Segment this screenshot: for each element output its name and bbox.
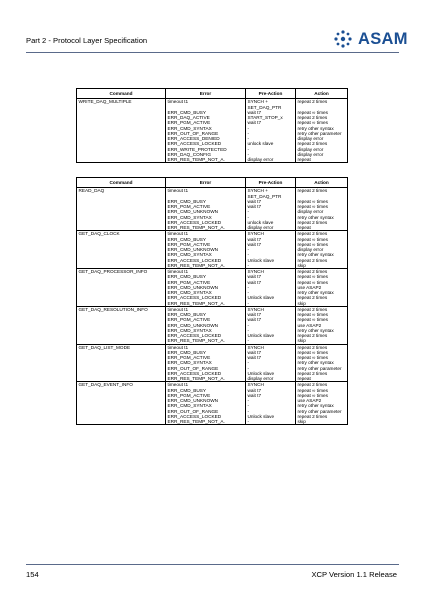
action-line: display error <box>297 209 324 215</box>
pre-action-cell <box>246 269 296 307</box>
error-line: ERR_ACCESS_LOCKED <box>167 370 222 376</box>
pre-action-line: - <box>247 327 250 333</box>
error-line: ERR_CMD_BUSY <box>167 109 207 115</box>
action-line: retry other syntax <box>297 290 334 295</box>
pre-action-line: - <box>247 214 250 220</box>
action-line: retry other syntax <box>297 125 334 131</box>
pre-action-line: SYNCH + <box>247 99 268 105</box>
error-line: ERR_CMD_SYNTAX <box>167 290 212 295</box>
error-line: ERR_CMD_SYNTAX <box>167 214 212 220</box>
error-cell <box>166 231 246 269</box>
error-cell <box>166 99 246 163</box>
pre-action-line: wait t7 <box>247 109 262 115</box>
action-line: display error <box>297 146 324 152</box>
header-divider <box>26 52 399 53</box>
error-line: ERR_ACCESS_LOCKED <box>167 141 222 147</box>
error-line: ERR_CMD_SYNTAX <box>167 125 212 131</box>
pre-action-cell <box>246 344 296 382</box>
action-line: skip <box>297 262 306 268</box>
error-line: ERR_CMD_UNKNOWN <box>167 284 219 290</box>
error-line: ERR_CMD_SYNTAX <box>167 360 212 366</box>
error-line: ERR_RES_TEMP_NOT_A. <box>167 338 225 344</box>
pre-action-line: wait t7 <box>247 355 262 360</box>
pre-action-line: display error <box>247 157 274 162</box>
action-cell <box>296 188 348 231</box>
error-line: ERR_CMD_BUSY <box>167 387 207 393</box>
error-line: ERR_RES_TEMP_NOT_A. <box>167 157 225 162</box>
column-header-action: Action <box>296 178 348 188</box>
pre-action-line: - <box>247 419 250 424</box>
action-line: repeat ∞ times <box>297 274 328 280</box>
error-line: timeout t1 <box>167 188 189 194</box>
pre-action-line: wait t7 <box>247 392 262 398</box>
pre-action-line: SET_DAQ_PTR <box>247 193 282 199</box>
table-row <box>77 382 348 425</box>
command-cell: WRITE_DAQ_MULTIPLE <box>77 99 166 163</box>
error-line: ERR_CMD_UNKNOWN <box>167 209 219 215</box>
error-line: ERR_CMD_UNKNOWN <box>167 247 219 252</box>
action-line: repeat ∞ times <box>297 109 328 115</box>
action-line: repeat 2 times <box>297 257 328 263</box>
action-cell <box>296 382 348 425</box>
pre-action-cell <box>246 188 296 231</box>
pre-action-line: SYNCH <box>247 269 264 274</box>
pre-action-cell <box>246 382 296 425</box>
action-line: use ASAP2 <box>297 284 322 290</box>
action-line: retry other syntax <box>297 252 334 258</box>
action-line: repeat 2 times <box>297 333 328 338</box>
error-line: ERR_WRITE_PROTECTED <box>167 146 227 152</box>
pre-action-line: wait t7 <box>247 312 262 317</box>
column-header-action: Action <box>296 89 348 99</box>
action-line: repeat 2 times <box>297 141 328 147</box>
pre-action-line: - <box>247 130 250 136</box>
pre-action-line: SYNCH <box>247 306 264 312</box>
column-header-error: Error <box>166 178 246 188</box>
error-cell <box>166 306 246 344</box>
pre-action-line: wait t7 <box>247 274 262 280</box>
error-line: ERR_CMD_BUSY <box>167 198 207 204</box>
pre-action-line: wait t7 <box>247 198 262 204</box>
action-line: display error <box>297 151 324 157</box>
table-row <box>77 99 348 163</box>
pre-action-line: - <box>247 252 250 258</box>
error-line: timeout t1 <box>167 231 189 237</box>
action-line: repeat ∞ times <box>297 279 328 285</box>
table-row <box>77 344 348 382</box>
pre-action-line: START_STOP_x <box>247 115 283 120</box>
pre-action-line: wait t7 <box>247 279 262 285</box>
action-line: repeat 2 times <box>297 382 328 388</box>
pre-action-line: - <box>247 398 250 403</box>
action-line: repeat ∞ times <box>297 317 328 323</box>
action-line: repeat 2 times <box>297 219 328 225</box>
command-cell: GET_DAQ_EVENT_INFO <box>77 382 166 425</box>
action-line: repeat ∞ times <box>297 392 328 398</box>
page-header-title: Part 2 - Protocol Layer Specification <box>26 36 148 45</box>
error-line: timeout t1 <box>167 306 189 312</box>
table-row <box>77 231 348 269</box>
action-line: repeat ∞ times <box>297 312 328 317</box>
pre-action-line: - <box>247 408 250 414</box>
error-handling-table-1 <box>76 88 348 163</box>
pre-action-line: - <box>247 365 250 371</box>
pre-action-line: unlock slave <box>247 219 274 225</box>
action-line: display error <box>297 247 324 252</box>
error-handling-table-2 <box>76 177 348 425</box>
error-line: ERR_CMD_UNKNOWN <box>167 398 219 403</box>
action-line: use ASAP2 <box>297 398 322 403</box>
error-cell <box>166 382 246 425</box>
action-line: repeat 2 times <box>297 413 328 419</box>
pre-action-line: - <box>247 146 250 152</box>
pre-action-line: - <box>247 403 250 409</box>
pre-action-line: SYNCH <box>247 382 264 388</box>
pre-action-line: - <box>247 247 250 252</box>
document-version: XCP Version 1.1 Release <box>311 570 397 579</box>
action-line: repeat ∞ times <box>297 198 328 204</box>
pre-action-line: - <box>247 151 250 157</box>
action-cell <box>296 99 348 163</box>
action-cell <box>296 231 348 269</box>
error-line: ERR_ACCESS_LOCKED <box>167 413 222 419</box>
pre-action-line: wait t7 <box>247 236 262 242</box>
error-line: ERR_RES_TEMP_NOT_A. <box>167 376 225 381</box>
column-header-error: Error <box>166 89 246 99</box>
error-cell <box>166 188 246 231</box>
action-line: skip <box>297 300 306 306</box>
error-line: ERR_CMD_SYNTAX <box>167 252 212 258</box>
pre-action-line: wait t7 <box>247 317 262 323</box>
action-line: repeat 2 times <box>297 344 328 350</box>
action-line: use ASAP2 <box>297 322 322 328</box>
action-line: repeat ∞ times <box>297 387 328 393</box>
action-line: retry other parameter <box>297 408 342 414</box>
error-line: ERR_RES_TEMP_NOT_A. <box>167 225 225 230</box>
table-row <box>77 188 348 231</box>
error-cell <box>166 269 246 307</box>
footer-divider <box>26 564 399 565</box>
pre-action-line: SYNCH <box>247 231 264 237</box>
error-line: ERR_OUT_OF_RANGE <box>167 130 219 136</box>
action-line: repeat <box>297 376 311 381</box>
error-line: ERR_OUT_OF_RANGE <box>167 408 219 414</box>
action-line: retry other syntax <box>297 360 334 366</box>
error-line: ERR_RES_TEMP_NOT_A. <box>167 300 225 306</box>
error-line: ERR_PGM_ACTIVE <box>167 241 211 247</box>
action-cell <box>296 306 348 344</box>
pre-action-line: - <box>247 290 250 295</box>
error-line: ERR_ACCESS_LOCKED <box>167 295 222 301</box>
table-row <box>77 269 348 307</box>
error-line: ERR_CMD_BUSY <box>167 274 207 280</box>
action-line: repeat ∞ times <box>297 241 328 247</box>
column-header-command: Command <box>77 178 166 188</box>
pre-action-line: display error <box>247 376 274 381</box>
pre-action-cell <box>246 306 296 344</box>
column-header-command: Command <box>77 89 166 99</box>
error-line: timeout t1 <box>167 382 189 388</box>
action-line: repeat ∞ times <box>297 204 328 209</box>
action-line: retry other parameter <box>297 365 342 371</box>
pre-action-line: - <box>247 209 250 215</box>
action-line: repeat ∞ times <box>297 120 328 126</box>
error-line: ERR_DAQ_CONFIG <box>167 151 211 157</box>
error-line: ERR_PGM_ACTIVE <box>167 279 211 285</box>
pre-action-line: SYNCH + <box>247 188 268 194</box>
pre-action-line: - <box>247 284 250 290</box>
command-cell: READ_DAQ <box>77 188 166 231</box>
error-line: ERR_CMD_SYNTAX <box>167 327 212 333</box>
error-line: timeout t1 <box>167 269 189 274</box>
pre-action-line: - <box>247 360 250 366</box>
action-line: skip <box>297 419 306 424</box>
action-line: repeat 2 times <box>297 370 328 376</box>
pre-action-line: wait t7 <box>247 204 262 209</box>
command-cell: GET_DAQ_RESOLUTION_INFO <box>77 306 166 344</box>
pre-action-line: wait t7 <box>247 387 262 393</box>
pre-action-line: display error <box>247 225 274 230</box>
action-line: skip <box>297 338 306 344</box>
error-line: ERR_CMD_BUSY <box>167 349 207 355</box>
action-line: repeat <box>297 157 311 162</box>
pre-action-line: SYNCH <box>247 344 264 350</box>
error-line: timeout t1 <box>167 99 189 105</box>
pre-action-line: Unlock slave <box>247 295 275 301</box>
pre-action-line: - <box>247 300 250 306</box>
action-line: repeat 2 times <box>297 295 328 301</box>
error-line: ERR_CMD_SYNTAX <box>167 403 212 409</box>
pre-action-cell <box>246 231 296 269</box>
error-line: ERR_ACCESS_DENIED <box>167 136 220 141</box>
action-line: repeat 2 times <box>297 306 328 312</box>
pre-action-line: - <box>247 338 250 344</box>
action-line: retry other syntax <box>297 403 334 409</box>
error-line: ERR_CMD_UNKNOWN <box>167 322 219 328</box>
pre-action-line: Unlock slave <box>247 413 275 419</box>
pre-action-cell <box>246 99 296 163</box>
pre-action-line: - <box>247 322 250 328</box>
pre-action-line: - <box>247 125 250 131</box>
pre-action-line: SET_DAQ_PTR <box>247 104 282 110</box>
error-line: ERR_CMD_BUSY <box>167 312 207 317</box>
error-line: ERR_PGM_ACTIVE <box>167 355 211 360</box>
table-row <box>77 306 348 344</box>
command-cell: GET_DAQ_PROCESSOR_INFO <box>77 269 166 307</box>
action-line: repeat 2 times <box>297 269 328 274</box>
action-line: repeat ∞ times <box>297 349 328 355</box>
error-line: timeout t1 <box>167 344 189 350</box>
error-line: ERR_PGM_ACTIVE <box>167 392 211 398</box>
action-line: retry other parameter <box>297 130 342 136</box>
table-header-row <box>77 178 348 188</box>
action-cell <box>296 344 348 382</box>
action-line: repeat ∞ times <box>297 236 328 242</box>
error-line: ERR_PGM_ACTIVE <box>167 120 211 126</box>
column-header-pre-action: Pre-Action <box>246 178 296 188</box>
action-line: retry other syntax <box>297 214 334 220</box>
pre-action-line: Unlock slave <box>247 257 275 263</box>
error-line: ERR_ACCESS_LOCKED <box>167 257 222 263</box>
action-line: repeat 2 times <box>297 188 328 194</box>
error-line: ERR_CMD_BUSY <box>167 236 207 242</box>
error-cell <box>166 344 246 382</box>
pre-action-line: wait t7 <box>247 120 262 126</box>
action-line: repeat 2 times <box>297 99 328 105</box>
error-line: ERR_PGM_ACTIVE <box>167 204 211 209</box>
table-header-row <box>77 89 348 99</box>
error-line: ERR_PGM_ACTIVE <box>167 317 211 323</box>
error-line: ERR_DAQ_ACTIVE <box>167 115 210 120</box>
error-line: ERR_OUT_OF_RANGE <box>167 365 219 371</box>
command-cell: GET_DAQ_LIST_MODE <box>77 344 166 382</box>
pre-action-line: - <box>247 136 250 141</box>
asam-logo-text: ASAM <box>358 30 408 48</box>
pre-action-line: wait t7 <box>247 349 262 355</box>
action-line: repeat ∞ times <box>297 355 328 360</box>
page-number: 154 <box>26 570 39 579</box>
pre-action-line: - <box>247 262 250 268</box>
error-line: ERR_ACCESS_LOCKED <box>167 333 222 338</box>
error-line: ERR_RES_TEMP_NOT_A. <box>167 419 225 424</box>
action-line: repeat 2 times <box>297 115 328 120</box>
error-line: ERR_RES_TEMP_NOT_A. <box>167 262 225 268</box>
pre-action-line: Unlock slave <box>247 333 275 338</box>
pre-action-line: Unlock slave <box>247 370 275 376</box>
action-line: repeat 2 times <box>297 231 328 237</box>
action-line: retry other syntax <box>297 327 334 333</box>
pre-action-line: wait t7 <box>247 241 262 247</box>
error-line: ERR_ACCESS_LOCKED <box>167 219 222 225</box>
action-cell <box>296 269 348 307</box>
command-cell: GET_DAQ_CLOCK <box>77 231 166 269</box>
action-line: repeat <box>297 225 311 230</box>
column-header-pre-action: Pre-Action <box>246 89 296 99</box>
pre-action-line: unlock slave <box>247 141 274 147</box>
action-line: display error <box>297 136 324 141</box>
